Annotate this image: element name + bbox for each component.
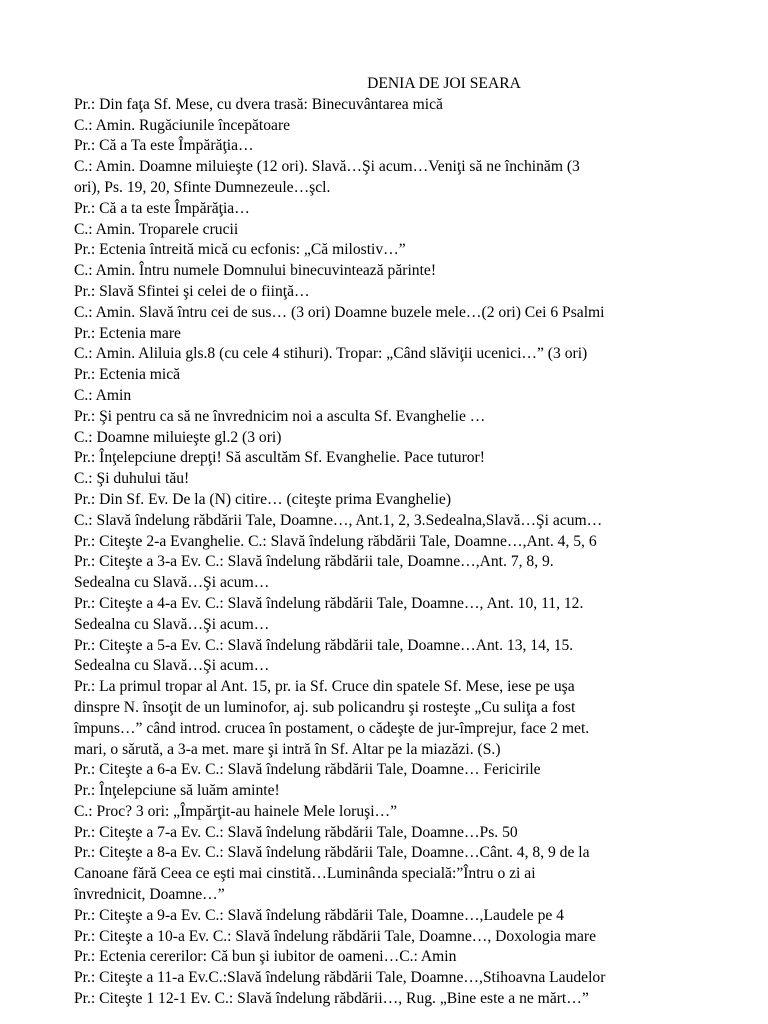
- text-line: Pr.: Şi pentru ca să ne învrednicim noi a asculta Sf. Evanghelie …: [74, 407, 486, 425]
- text-line: Pr.: Citeşte a 11-a Ev.C.:Slavă îndelung răbdării Tale, Doamne…,Stihoavna Laudelor: [74, 969, 606, 987]
- text-line: Pr.: Citeşte a 7-a Ev. C.: Slavă îndelung răbdării Tale, Doamne…Ps. 50: [74, 823, 518, 841]
- text-line: Pr.: Slavă Sfintei şi celei de o fiinţă…: [74, 282, 310, 300]
- text-line: Pr.: La primul tropar al Ant. 15, pr. ia Sf. Cruce din spatele Sf. Mese, iese pe uşa: [74, 678, 575, 696]
- text-line: C.: Amin: [74, 386, 132, 404]
- text-line: C.: Slavă îndelung răbdării Tale, Doamne…, Ant.1, 2, 3.Sedealna,Slavă…Şi acum…: [74, 511, 603, 529]
- text-line: Pr.: Citeşte 2-a Evanghelie. C.: Slavă îndelung răbdării Tale, Doamne…,Ant. 4, 5, 6: [74, 532, 597, 550]
- text-line: ori), Ps. 19, 20, Sfinte Dumnezeule…şcl.: [74, 178, 331, 196]
- text-line: Sedealna cu Slavă…Şi acum…: [74, 615, 270, 633]
- text-line: Pr.: Citeşte a 5-a Ev. C.: Slavă îndelung răbdării tale, Doamne…Ant. 13, 14, 15.: [74, 636, 574, 654]
- document-page: [74, 74, 754, 1010]
- text-line: Pr.: Ectenia întreită mică cu ecfonis: „Că milostiv…”: [74, 241, 406, 259]
- text-line: C.: Proc? 3 ori: „Împărţit-au hainele Mele loruşi…”: [74, 802, 398, 820]
- text-line: dinspre N. însoţit de un luminofor, aj. sub policandru şi rosteşte „Cu suliţa a fost: [74, 698, 576, 716]
- text-line: C.: Amin. Aliluia gls.8 (cu cele 4 stihuri). Tropar: „Când slăviţii ucenici…” (3 ori): [74, 345, 588, 363]
- text-line: Pr.: Că a ta este Împărăţia…: [74, 199, 250, 217]
- text-line: învrednicit, Doamne…”: [74, 886, 225, 904]
- text-line: C.: Amin. Troparele crucii: [74, 220, 239, 238]
- text-line: Pr.: Din Sf. Ev. De la (N) citire… (citeşte prima Evanghelie): [74, 490, 452, 508]
- text-line: Pr.: Ectenia mică: [74, 366, 181, 384]
- text-line: Pr.: Ectenia mare: [74, 324, 181, 342]
- text-line: Pr.: Înţelepciune drepţi! Să ascultăm Sf. Evanghelie. Pace tuturor!: [74, 449, 485, 467]
- text-line: Pr.: Citeşte a 6-a Ev. C.: Slavă îndelung răbdării Tale, Doamne… Fericirile: [74, 761, 541, 779]
- text-line: C.: Amin. Slavă întru cei de sus… (3 ori) Doamne buzele mele…(2 ori) Cei 6 Psalmi: [74, 303, 605, 321]
- document-title: DENIA DE JOI SEARA: [367, 75, 521, 92]
- text-line: Sedealna cu Slavă…Şi acum…: [74, 574, 270, 592]
- text-line: Pr.: Citeşte 1 12-1 Ev. C.: Slavă îndelung răbdării…, Rug. „Bine este a ne mărt…”: [74, 990, 589, 1008]
- text-line: mari, o sărută, a 3-a met. mare şi intră în Sf. Altar pe la miazăzi. (S.): [74, 740, 501, 758]
- text-line: Pr.: Citeşte a 8-a Ev. C.: Slavă îndelung răbdării Tale, Doamne…Cânt. 4, 8, 9 de la: [74, 844, 590, 862]
- text-line: C.: Amin. Întru numele Domnului binecuvintează părinte!: [74, 262, 437, 280]
- text-line: Pr.: Citeşte a 9-a Ev. C.: Slavă îndelung răbdării Tale, Doamne…,Laudele pe 4: [74, 906, 564, 924]
- text-line: Sedealna cu Slavă…Şi acum…: [74, 657, 270, 675]
- text-line: Pr.: Înţelepciune să luăm aminte!: [74, 782, 280, 800]
- text-line: Pr.: Citeşte a 10-a Ev. C.: Slavă îndelung răbdării Tale, Doamne…, Doxologia mare: [74, 927, 597, 945]
- text-line: Pr.: Că a Ta este Împărăţia…: [74, 137, 254, 155]
- text-line: Pr.: Ectenia cererilor: Că bun şi iubitor de oameni…C.: Amin: [74, 948, 457, 966]
- text-line: Pr.: Citeşte a 3-a Ev. C.: Slavă îndelung răbdării tale, Doamne…,Ant. 7, 8, 9.: [74, 553, 554, 571]
- text-line: Canoane fără Ceea ce eşti mai cinstită…Luminânda specială:”Întru o zi ai: [74, 865, 536, 883]
- text-line: Pr.: Din faţa Sf. Mese, cu dvera trasă: Binecuvântarea mică: [74, 95, 443, 113]
- text-line: C.: Doamne miluieşte gl.2 (3 ori): [74, 428, 282, 446]
- text-line: C.: Amin. Doamne miluieşte (12 ori). Slavă…Şi acum…Veniţi să ne închinăm (3: [74, 158, 580, 176]
- text-line: C.: Amin. Rugăciunile începătoare: [74, 116, 291, 134]
- text-line: împuns…” când introd. crucea în postament, o cădeşte de jur-împrejur, face 2 met.: [74, 719, 590, 737]
- document-body: [74, 95, 754, 1010]
- text-line: C.: Şi duhului tău!: [74, 470, 190, 488]
- text-line: Pr.: Citeşte a 4-a Ev. C.: Slavă îndelung răbdării Tale, Doamne…, Ant. 10, 11, 12.: [74, 594, 584, 612]
